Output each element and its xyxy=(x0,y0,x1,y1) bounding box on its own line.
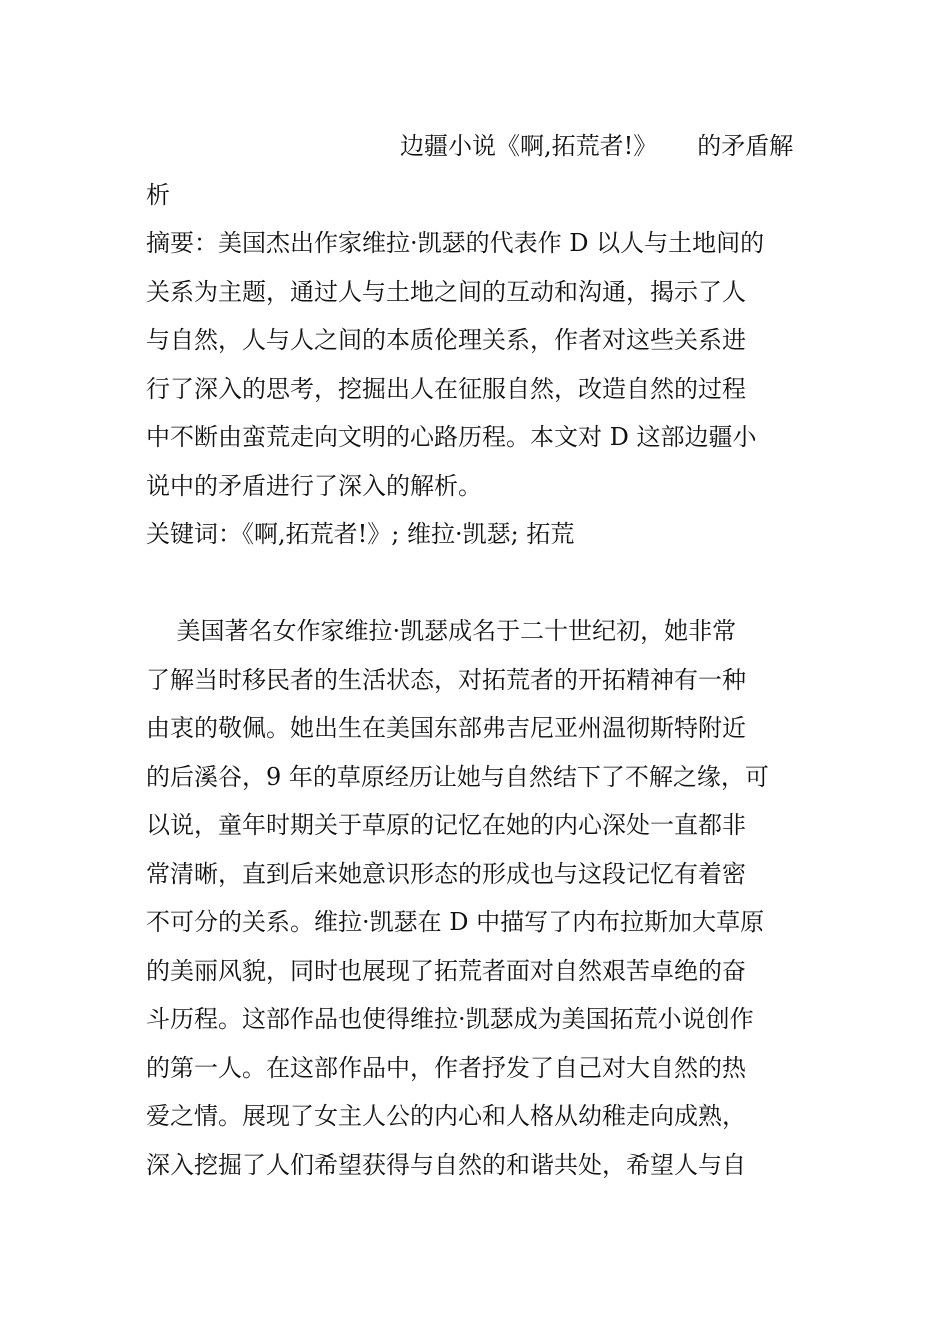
section-spacer xyxy=(146,559,808,608)
document-page xyxy=(146,122,808,1189)
title-line-1 xyxy=(146,122,808,171)
body-line: 美国著名女作家维拉·凯瑟成名于二十世纪初，她非常 xyxy=(146,617,737,645)
abstract-line: 与自然，人与人之间的本质伦理关系，作者对这些关系进 xyxy=(146,326,746,354)
body-line: 常清晰，直到后来她意识形态的形成也与这段记忆有着密 xyxy=(146,859,746,888)
abstract-line: 关系为主题，通过人与土地之间的互动和沟通，揭示了人 xyxy=(146,277,746,306)
body-line: 以说，童年时期关于草原的记忆在她的内心深处一直都非 xyxy=(146,811,746,839)
abstract-line: 中不断由蛮荒走向文明的心路历程。本文对 D 这部边疆小 xyxy=(146,423,757,451)
body-line: 深入挖掘了人们希望获得与自然的和谐共处，希望人与自 xyxy=(146,1150,746,1179)
abstract-line: 摘要：美国杰出作家维拉·凯瑟的代表作 D 以人与土地间的 xyxy=(146,229,765,257)
body-line: 的后溪谷，9 年的草原经历让她与自然结下了不解之缘，可 xyxy=(146,762,769,791)
body-line: 了解当时移民者的生活状态，对拓荒者的开拓精神有一种 xyxy=(146,665,746,694)
body-text xyxy=(146,607,808,1189)
body-line: 的美丽风貌，同时也展现了拓荒者面对自然艰苦卓绝的奋 xyxy=(146,956,746,985)
body-line: 不可分的关系。维拉·凯瑟在 D 中描写了内布拉斯加大草原 xyxy=(146,908,765,936)
abstract-line: 行了深入的思考，挖掘出人在征服自然，改造自然的过程 xyxy=(146,374,746,403)
title-line-2: 析 xyxy=(146,180,170,209)
title-part-2: 的矛盾解 xyxy=(697,132,794,160)
abstract-line: 说中的矛盾进行了深入的解析。 xyxy=(146,471,482,500)
abstract xyxy=(146,219,808,510)
title-part-1: 边疆小说《啊,拓荒者!》 xyxy=(400,132,658,160)
body-line: 由衷的敬佩。她出生在美国东部弗吉尼亚州温彻斯特附近 xyxy=(146,714,746,742)
keywords: 关键词：《啊,拓荒者!》; 维拉·凯瑟; 拓荒 xyxy=(146,520,575,548)
body-line: 斗历程。这部作品也使得维拉·凯瑟成为美国拓荒小说创作 xyxy=(146,1005,754,1033)
body-line: 的第一人。在这部作品中，作者抒发了自己对大自然的热 xyxy=(146,1053,746,1082)
body-line: 爱之情。展现了女主人公的内心和人格从幼稚走向成熟， xyxy=(146,1102,746,1130)
